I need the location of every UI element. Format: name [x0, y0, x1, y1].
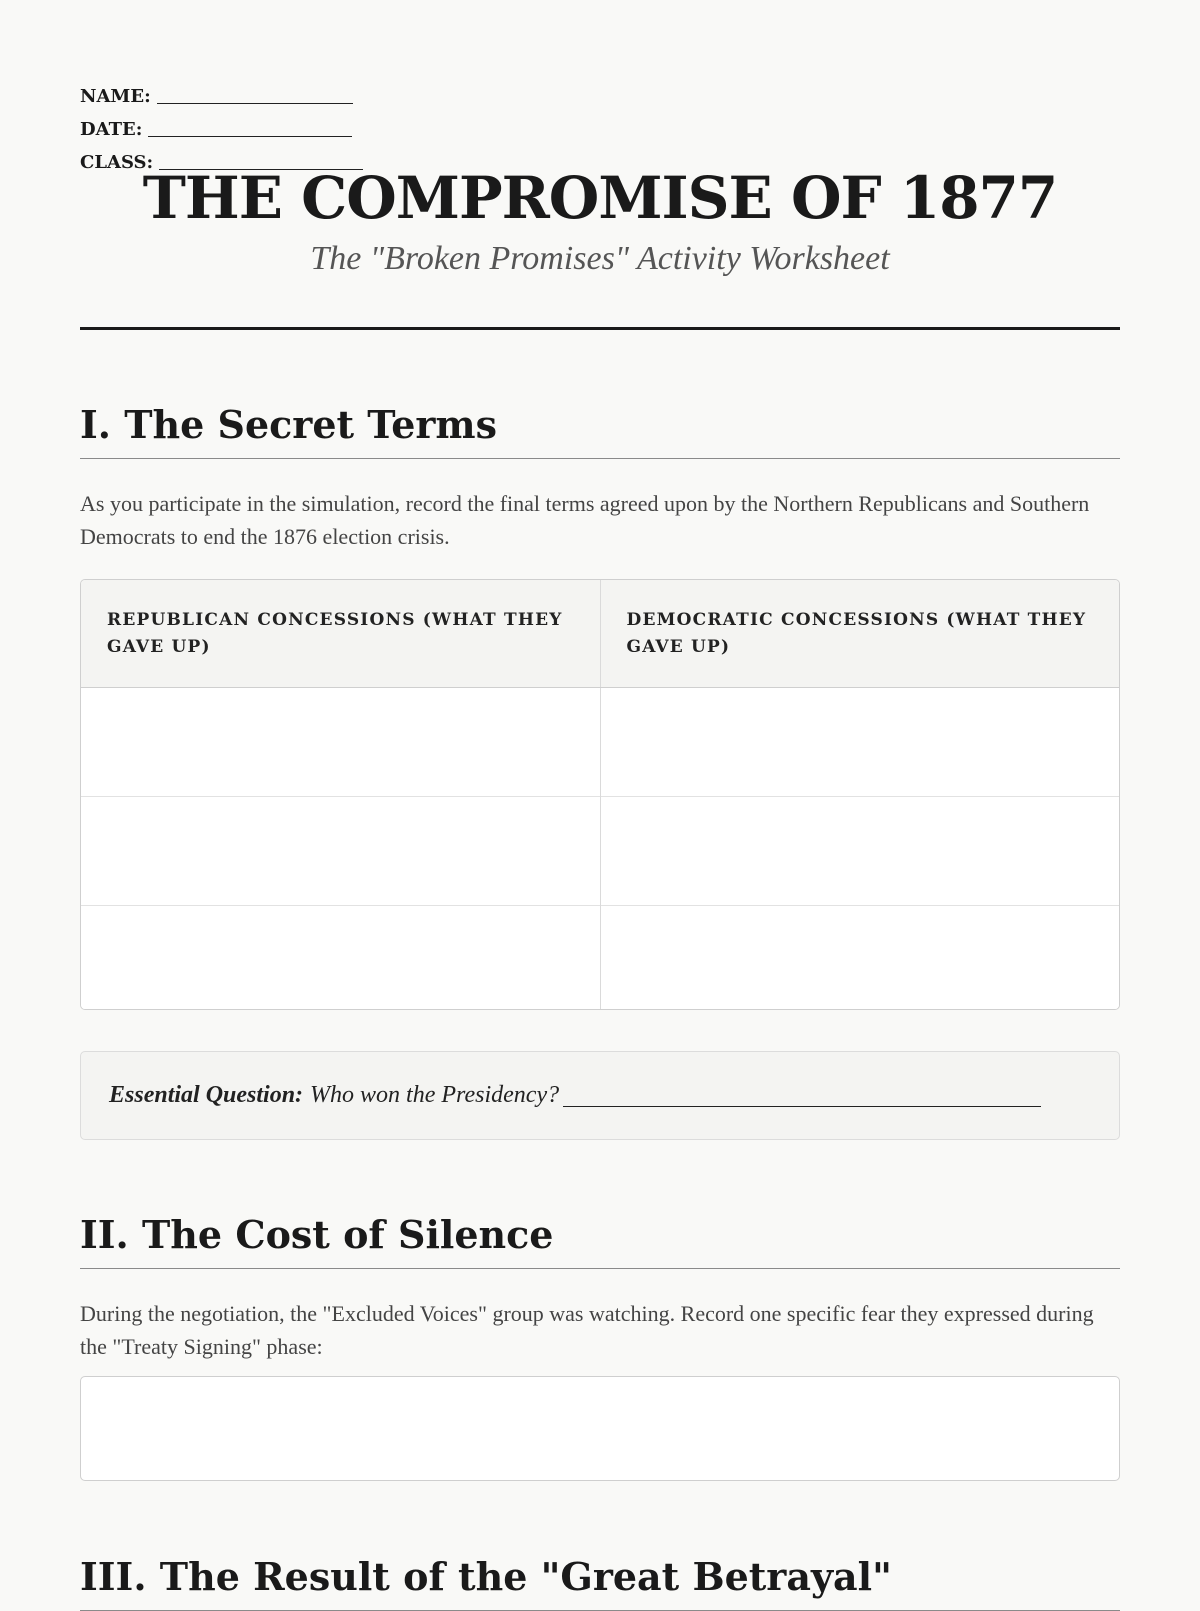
class-field: [80, 146, 363, 179]
name-label: NAME:: [80, 86, 151, 107]
essential-answer-line[interactable]: [563, 1105, 1041, 1107]
section-great-betrayal: [80, 1552, 1120, 1611]
republican-answer-cell[interactable]: [81, 797, 600, 906]
table-row: [81, 688, 1119, 797]
table-row: [81, 797, 1119, 906]
essential-question-box: [80, 1051, 1120, 1140]
page-title: THE COMPROMISE OF 1877: [142, 164, 1058, 232]
section-heading: II. The Cost of Silence: [80, 1210, 1120, 1269]
section-secret-terms: [80, 400, 1120, 553]
section-instructions: During the negotiation, the "Excluded Voices" group was watching. Record one specific fear they expressed during the "Treaty Signing" phase:: [80, 1301, 1094, 1359]
name-field: [80, 80, 363, 113]
concessions-table: [80, 579, 1120, 1010]
democratic-concessions-header: DEMOCRATIC CONCESSIONS (WHAT THEY GAVE UP): [600, 580, 1119, 688]
democratic-answer-cell[interactable]: [600, 688, 1119, 797]
date-label: DATE:: [80, 119, 143, 140]
section-instructions: As you participate in the simulation, record the final terms agreed upon by the Northern Republicans and Southern Democrats to end the 1876 election crisis.: [80, 491, 1090, 549]
section-cost-of-silence: [80, 1210, 1120, 1363]
essential-question-label: Essential Question:: [109, 1082, 304, 1108]
fear-response-box[interactable]: [80, 1376, 1120, 1481]
class-label: CLASS:: [80, 152, 154, 173]
republican-concessions-header: REPUBLICAN CONCESSIONS (WHAT THEY GAVE UP): [81, 580, 600, 688]
student-info-fields: [80, 80, 363, 179]
table-row: [81, 906, 1119, 1011]
essential-question-text: Who won the Presidency?: [310, 1082, 560, 1108]
date-field: [80, 113, 363, 146]
democratic-answer-cell[interactable]: [600, 906, 1119, 1011]
class-blank-line[interactable]: [159, 168, 363, 170]
republican-answer-cell[interactable]: [81, 906, 600, 1011]
section-heading: III. The Result of the "Great Betrayal": [80, 1552, 1120, 1611]
republican-answer-cell[interactable]: [81, 688, 600, 797]
date-blank-line[interactable]: [148, 135, 352, 137]
name-blank-line[interactable]: [157, 102, 353, 104]
section-heading: I. The Secret Terms: [80, 400, 1120, 459]
democratic-answer-cell[interactable]: [600, 797, 1119, 906]
table-header-row: [81, 580, 1119, 688]
title-divider: [80, 327, 1120, 330]
page-subtitle: The "Broken Promises" Activity Worksheet: [310, 240, 890, 277]
